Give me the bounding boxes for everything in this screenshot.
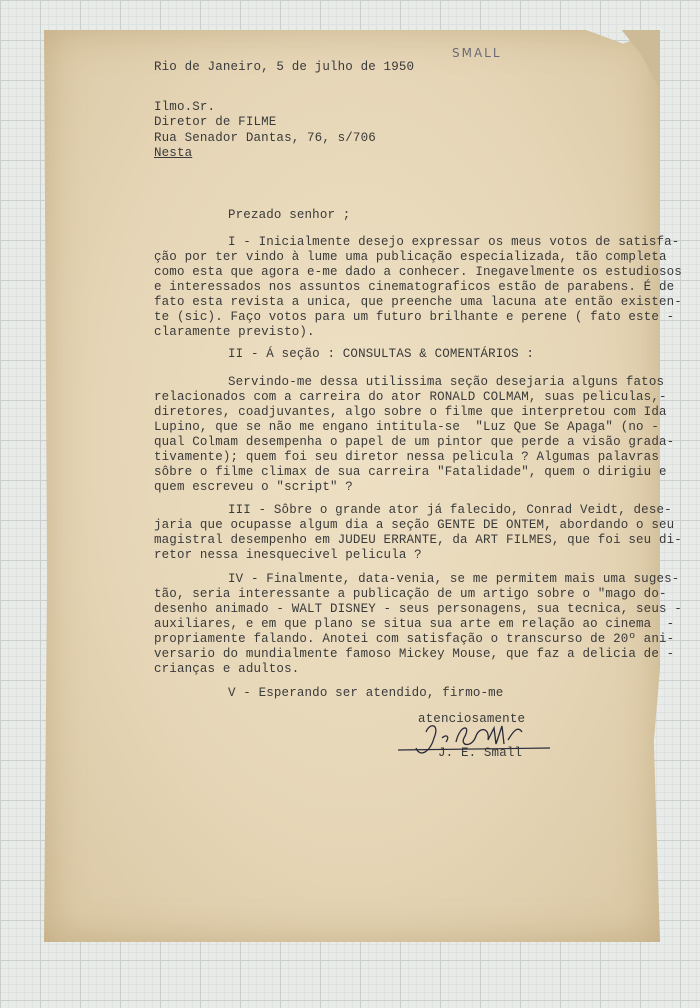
text-line: I - Inicialmente desejo expressar os meus votos de satisfa- [228,235,680,249]
address-line: Rua Senador Dantas, 76, s/706 [154,131,376,145]
section-header: II - Á seção : CONSULTAS & COMENTÁRIOS : [228,347,535,361]
text-line: tivamente); quem foi seu diretor nessa pelicula ? Algumas palavras [154,450,659,464]
date-line: Rio de Janeiro, 5 de julho de 1950 [154,60,415,74]
text-line: ção por ter vindo à lume uma publicação especializada, tão completa [154,250,667,264]
text-line: retor nessa inesquecivel pelicula ? [154,548,422,562]
text-line: propriamente falando. Anotei com satisfação o transcurso de 20º ani- [154,632,675,646]
signature-name: J. E. Small [438,746,523,760]
text-line: relacionados com a carreira do ator RONALD COLMAM, suas peliculas,- [154,390,667,404]
text-line: auxiliares, e em que plano se situa sua arte em relação ao cinema - [154,617,675,631]
text-line: desenho animado - WALT DISNEY - seus personagens, sua tecnica, seus - [154,602,682,616]
closing: atenciosamente [418,712,526,726]
margin-note: SMALL [452,46,502,60]
text-line: quem escreveu o "script" ? [154,480,353,494]
text-line: sôbre o filme climax de sua carreira "Fatalidade", quem o dirigiu e [154,465,667,479]
text-line: III - Sôbre o grande ator já falecido, Conrad Veidt, dese- [228,503,672,517]
paragraph-5: V - Esperando ser atendido, firmo-me [228,686,504,700]
text-line: diretores, coadjuvantes, algo sobre o filme que interpretou com Ida [154,405,667,419]
text-line: te (sic). Faço votos para um futuro brilhante e perene ( fato este - [154,310,675,324]
text-line: Lupino, que se não me engano intitula-se "Luz Que Se Apaga" (no - [154,420,659,434]
text-line: fato esta revista a unica, que preenche uma lacuna ate então existen- [154,295,682,309]
text-line: magistral desempenho em JUDEU ERRANTE, da ART FILMES, que foi seu di- [154,533,682,547]
text-line: Servindo-me dessa utilissima seção desejaria alguns fatos [228,375,665,389]
salutation: Prezado senhor ; [228,208,351,222]
text-line: IV - Finalmente, data-venia, se me permitem mais uma suges- [228,572,680,586]
text-line: e interessados nos assuntos cinematograficos estão de parabens. É de [154,280,675,294]
text-line: crianças e adultos. [154,662,300,676]
text-line: tão, seria interessante a publicação de um artigo sobre o "mago do- [154,587,667,601]
address-line: Ilmo.Sr. [154,100,216,114]
text-line: jaria que ocupasse algum dia a seção GENTE DE ONTEM, abordando o seu [154,518,675,532]
address-line: Nesta [154,146,193,160]
text-line: como esta que agora e-me dado a conhecer. Inegavelmente os estudiosos [154,265,682,279]
text-line: claramente previsto). [154,325,315,339]
address-line: Diretor de FILME [154,115,277,129]
text-line: qual Colmam desempenha o papel de um pintor que perde a visão grada- [154,435,675,449]
text-line: versario do mundialmente famoso Mickey Mouse, que faz a delicia de - [154,647,675,661]
